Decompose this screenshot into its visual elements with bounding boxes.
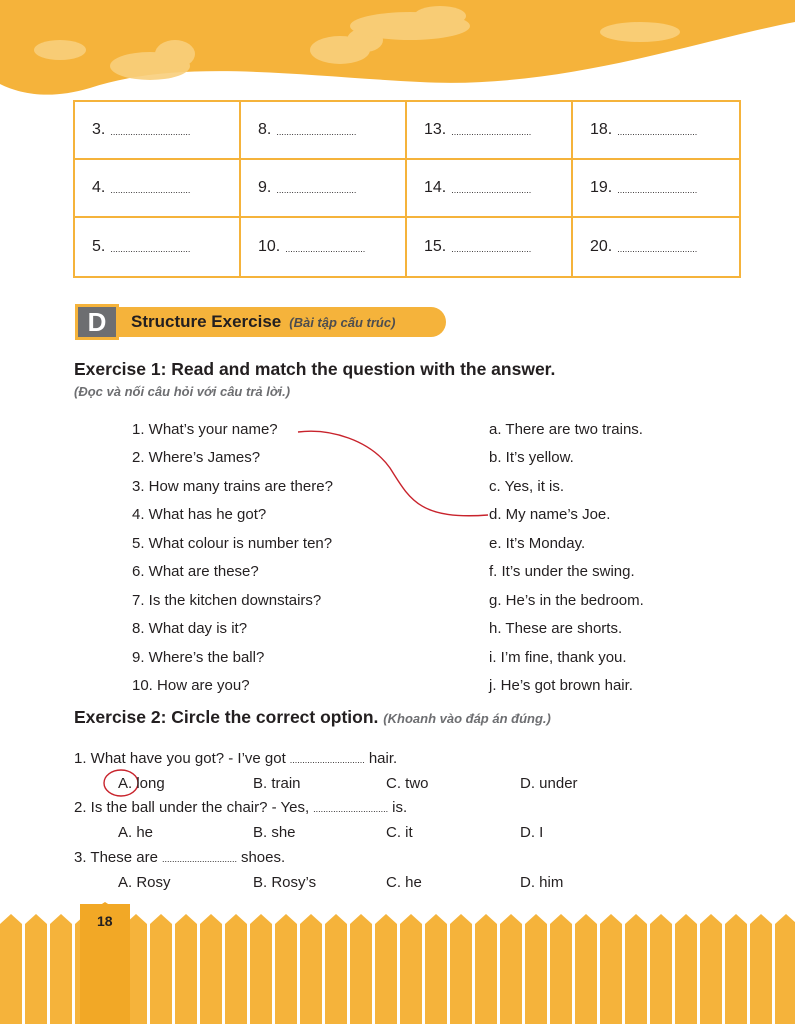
- answer-grid: [73, 100, 741, 278]
- fence-picket: [475, 914, 497, 1024]
- exercise2-subtitle: (Khoanh vào đáp án đúng.): [383, 711, 551, 726]
- grid-cell: 14. ................................: [407, 160, 573, 218]
- fence-picket: [450, 914, 472, 1024]
- blank-line: ................................: [617, 127, 698, 137]
- fence-decoration: [0, 900, 795, 1024]
- fence-picket: [0, 914, 22, 1024]
- fence-picket: [700, 914, 722, 1024]
- mc-question-text: 1. What have you got? - I’ve got: [74, 750, 286, 767]
- fence-picket: [150, 914, 172, 1024]
- answer-item: j. He’s got brown hair.: [489, 677, 633, 694]
- question-item: 7. Is the kitchen downstairs?: [132, 592, 322, 609]
- grid-cell: 3. ................................: [75, 102, 241, 160]
- blank-line: ..............................: [161, 854, 237, 864]
- answer-item: e. It’s Monday.: [489, 535, 586, 552]
- fence-picket: [425, 914, 447, 1024]
- blank-line: ..............................: [313, 804, 389, 814]
- exercise1-title: Exercise 1: Read and match the question with the answer.: [74, 359, 556, 379]
- question-item: 2. Where’s James?: [132, 449, 261, 466]
- fence-picket: [275, 914, 297, 1024]
- fence-picket: [175, 914, 197, 1024]
- fence-picket: [675, 914, 697, 1024]
- fence-picket: [550, 914, 572, 1024]
- option-a: A. he: [118, 824, 154, 841]
- question-item: 3. How many trains are there?: [132, 478, 333, 495]
- blank-line: ................................: [617, 244, 698, 254]
- fence-picket: [50, 914, 72, 1024]
- option-d: D. I: [520, 824, 544, 841]
- grid-cell: 4. ................................: [75, 160, 241, 218]
- section-banner: [119, 307, 446, 337]
- option-a: A. Rosy: [118, 874, 171, 891]
- blank-line: ................................: [451, 185, 532, 195]
- section-title: Structure Exercise: [131, 312, 282, 331]
- mc-question-end: is.: [392, 799, 408, 816]
- blank-line: ................................: [451, 244, 532, 254]
- grid-cell: 9. ................................: [241, 160, 407, 218]
- answer-item: g. He’s in the bedroom.: [489, 592, 644, 609]
- question-item: 5. What colour is number ten?: [132, 535, 333, 552]
- grid-cell: 5. ................................: [75, 218, 241, 276]
- header-decoration: [0, 0, 795, 110]
- answer-item: a. There are two trains.: [489, 421, 643, 438]
- blank-line: ................................: [110, 127, 191, 137]
- mc-question: [74, 849, 285, 866]
- fence-picket: [400, 914, 422, 1024]
- section-letter-badge: [75, 304, 119, 340]
- fence-picket: [525, 914, 547, 1024]
- answer-item: c. Yes, it is.: [489, 478, 565, 495]
- fence-picket: [225, 914, 247, 1024]
- fence-picket: [750, 914, 772, 1024]
- blank-line: ................................: [276, 127, 357, 137]
- option-d: D. under: [520, 775, 578, 792]
- fence-picket: [200, 914, 222, 1024]
- answer-item: i. I’m fine, thank you.: [489, 649, 627, 666]
- option-c: C. he: [386, 874, 422, 891]
- grid-cell: 20. ................................: [590, 238, 698, 255]
- option-d: D. him: [520, 874, 564, 891]
- blank-line: ................................: [617, 185, 698, 195]
- mc-question-end: hair.: [368, 750, 398, 767]
- mc-question: [74, 750, 397, 767]
- option-b: B. train: [253, 775, 301, 792]
- fence-picket: [350, 914, 372, 1024]
- question-item: 6. What are these?: [132, 563, 259, 580]
- fence-picket: [500, 914, 522, 1024]
- blank-line: ................................: [110, 185, 191, 195]
- grid-cell: 19. ................................: [573, 160, 739, 218]
- answer-item: b. It’s yellow.: [489, 449, 574, 466]
- exercise1-subtitle: (Đọc và nối câu hỏi với câu trả lời.): [74, 384, 291, 399]
- fence-picket: [300, 914, 322, 1024]
- exercise2-title-text: Exercise 2: Circle the correct option.: [74, 707, 379, 727]
- section-letter: D: [87, 306, 107, 337]
- mc-question: [74, 799, 407, 816]
- answer-item: d. My name’s Joe.: [489, 506, 611, 523]
- question-item: 8. What day is it?: [132, 620, 248, 637]
- fence-picket: [775, 914, 795, 1024]
- option-b: B. she: [253, 824, 296, 841]
- fence-picket: [725, 914, 747, 1024]
- question-item: 4. What has he got?: [132, 506, 267, 523]
- grid-cell: 15. ................................: [407, 218, 573, 276]
- question-item: 10. How are you?: [132, 677, 250, 694]
- option-a: A. long: [118, 775, 165, 792]
- fence-picket: [375, 914, 397, 1024]
- blank-line: ................................: [285, 244, 366, 254]
- fence-picket: [650, 914, 672, 1024]
- question-item: 9. Where’s the ball?: [132, 649, 265, 666]
- fence-picket: [625, 914, 647, 1024]
- blank-line: ................................: [451, 127, 532, 137]
- exercise2-title: [74, 707, 551, 728]
- grid-cell: 10. ................................: [241, 218, 407, 276]
- grid-cell: 13. ................................: [407, 102, 573, 160]
- mc-question-text: 2. Is the ball under the chair? - Yes,: [74, 799, 310, 816]
- answer-item: f. It’s under the swing.: [489, 563, 635, 580]
- fence-picket: [25, 914, 47, 1024]
- mc-question-end: shoes.: [240, 849, 286, 866]
- section-subtitle: (Bài tập cấu trúc): [289, 314, 396, 330]
- option-b: B. Rosy’s: [253, 874, 317, 891]
- blank-line: ................................: [110, 244, 191, 254]
- grid-cell: 18. ................................: [573, 102, 739, 160]
- page-number: 18: [97, 913, 113, 929]
- question-item: 1. What’s your name?: [132, 421, 278, 438]
- option-c: C. two: [386, 775, 429, 792]
- fence-picket: [575, 914, 597, 1024]
- fence-picket: [600, 914, 622, 1024]
- blank-line: ..............................: [289, 755, 365, 765]
- blank-line: ................................: [276, 185, 357, 195]
- fence-picket: [325, 914, 347, 1024]
- answer-item: h. These are shorts.: [489, 620, 623, 637]
- fence-picket: [250, 914, 272, 1024]
- mc-question-text: 3. These are: [74, 849, 158, 866]
- grid-cell: 8. ................................: [241, 102, 407, 160]
- option-c: C. it: [386, 824, 413, 841]
